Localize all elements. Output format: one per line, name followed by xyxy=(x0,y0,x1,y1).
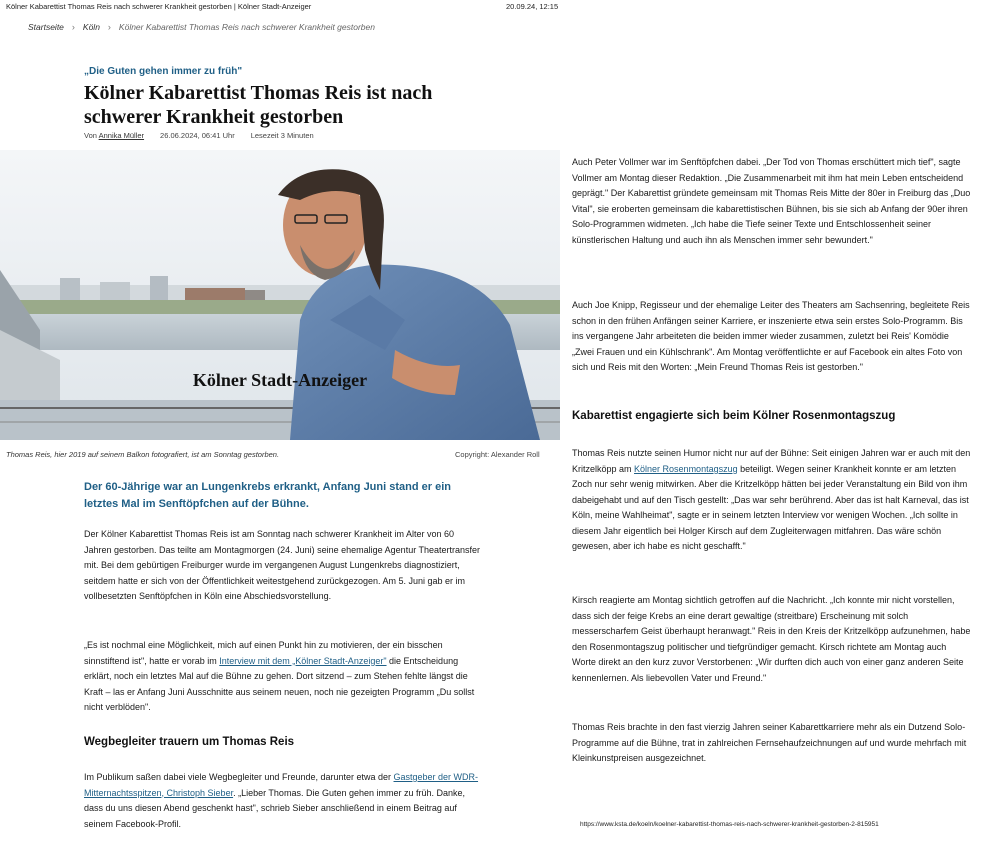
article-kicker: „Die Guten gehen immer zu früh" xyxy=(84,66,243,77)
rosenmontagszug-link[interactable]: Kölner Rosenmontagszug xyxy=(634,463,738,474)
interview-link[interactable]: Interview mit dem „Kölner Stadt-Anzeiger" xyxy=(219,655,387,666)
paragraph-1: Der Kölner Kabarettist Thomas Reis ist am Sonntag nach schwerer Krankheit im Alter von 60 Jahren gestorben. Das teilte am Montagmorgen (24. Juni) seine ehemalige Agentur Theatertransfer mit. Bei dem gebürtigen Freiburger wurde im vergangenen August Lungenkrebs diagnostiziert, seitdem hatte er sich von der Öffentlichkeit weitestgehend zurückgezogen. Am 5. Juni gab er im vollbesetzten Senftöpfchen in Köln eine Abschiedsvorstellung. xyxy=(84,529,481,601)
print-date: 20.09.24, 12:15 xyxy=(506,2,559,11)
paragraph-2-text-a: „Es ist nochmal eine Möglichkeit, mich auf einen Punkt hin zu motivieren, der ein bisschen sinnstiftend ist", hatte er vorab im xyxy=(84,640,443,666)
paragraph-6-text-b: beteiligt. Wegen seiner Krankheit konnte er am letzten Zoch nur sehr wenig mitwirken. Aber die Kritzelköpp hätten bei jeder Veranstaltung ein Bild von ihm dabeigehabt und auf den Tisch gestellt: „Das war sehr berührend. Aber das ist halt Karneval, das ist Köln, meine Wahlheimat", sagte er in seinem letzten Interview vor wenigen Wochen. „Ich sollte in diesem Jahr eigentlich bei Holger Kirsch auf dem Zugleiterwagen mitfahren. Das wäre schön gewesen, aber ich habe es nicht geschafft." xyxy=(572,463,969,551)
sieber-link[interactable]: Gastgeber der WDR-Mitternachtsspitzen, Christoph Sieber xyxy=(84,772,479,798)
publish-date: 26.06.2024, 06:41 Uhr xyxy=(160,131,235,140)
article-byline xyxy=(84,131,314,140)
paragraph-4: Auch Peter Vollmer war im Senftöpfchen dabei. „Der Tod von Thomas erschüttert mich tief", sagte Vollmer am Montag dieser Redaktion. „Die Zusammenarbeit mit ihm hat mein Leben entscheidend geprägt." Der Kabarettist gründete gemeinsam mit Thomas Reis Mitte der 80er in Freiburg das „Duo Vital", sie eroberten gemeinsam die kabarettistischen Bühnen, bis sie sich ab Anfang der 90er ihren Solo-Programmen widmeten. „Ich habe die Tiefe seiner Texte und Entschlossenheit seiner künstlerischen Haltung und auch ihn als Menschen immer sehr bewundert." xyxy=(572,157,971,245)
paragraph-3-text-a: Im Publikum saßen dabei viele Wegbegleiter und Freunde, darunter etwa der xyxy=(84,772,394,782)
subhead-rosenmontagszug: Kabarettist engagierte sich beim Kölner Rosenmontagszug xyxy=(572,410,896,422)
paragraph-6-text-a: Thomas Reis nutzte seinen Humor nicht nur auf der Bühne: Seit einigen Jahren war er auch mit den Kritzelköpp am xyxy=(572,448,971,474)
author-link[interactable]: Annika Müller xyxy=(98,131,145,140)
hero-image xyxy=(0,150,560,440)
paragraph-6 xyxy=(572,446,972,555)
breadcrumb-current: Kölner Kabarettist Thomas Reis nach schwerer Krankheit gestorben xyxy=(118,22,375,32)
print-header xyxy=(0,0,996,14)
subhead-wegbegleiter: Wegbegleiter trauern um Thomas Reis xyxy=(84,736,295,748)
paragraph-3-text-b: . „Lieber Thomas. Die Guten gehen immer zu früh. Danke, dass du uns diesen Abend geschenkt hast", schrieb Sieber anschließend in einem Beitrag auf seinem Facebook-Profil. xyxy=(84,787,466,829)
byline-prefix: Von xyxy=(84,131,97,140)
breadcrumb-koeln-link[interactable]: Köln xyxy=(82,22,100,32)
paragraph-2 xyxy=(84,638,484,716)
article-lead: Der 60-Jährige war an Lungenkrebs erkrankt, Anfang Juni stand er ein letztes Mal im Senftöpfchen auf der Bühne. xyxy=(84,481,451,510)
image-credit: Copyright: Alexander Roll xyxy=(455,450,540,459)
read-time: Lesezeit 3 Minuten xyxy=(250,131,314,140)
paragraph-3 xyxy=(84,770,484,832)
paragraph-5: Auch Joe Knipp, Regisseur und der ehemalige Leiter des Theaters am Sachsenring, begleitete Reis schon in den frühen Anfängen seiner Karriere, er inszenierte etwa sein erstes Solo-Programm. Bis ins vergangene Jahr arbeiteten die beiden immer wieder zusammen, zuletzt bei Reis' Komödie „Zwei Frauen und ein Kühlschrank". Am Montag veröffentlichte er auf Facebook ein altes Foto von sich und Reis mit den Worten: „Mein Freund Thomas Reis ist gestorben." xyxy=(572,300,970,372)
print-footer-url: https://www.ksta.de/koeln/koelner-kabarettist-thomas-reis-nach-schwerer-krankheit-gestorben-2-815951 xyxy=(580,821,879,828)
chevron-right-icon: › xyxy=(107,22,111,32)
print-page-title: Kölner Kabarettist Thomas Reis nach schwerer Krankheit gestorben | Kölner Stadt-Anzeiger xyxy=(6,2,312,11)
chevron-right-icon: › xyxy=(71,22,75,32)
paragraph-2-text-b: die Entscheidung erklärt, noch ein letztes Mal auf die Bühne zu gehen. Dort sitzend – zum Stehen fehlte längst die Kraft – las er Anfang Juni Ausschnitte aus seinem neuen, noch nie gezeigten Programm „Du sollst nicht verblöden". xyxy=(84,655,475,712)
breadcrumb xyxy=(28,22,375,32)
image-caption: Thomas Reis, hier 2019 auf seinem Balkon fotografiert, ist am Sonntag gestorben. xyxy=(6,450,280,459)
ksta-logo: Kölner Stadt-Anzeiger xyxy=(192,370,368,390)
article-headline: Kölner Kabarettist Thomas Reis ist nach schwerer Krankheit gestorben xyxy=(84,82,433,128)
paragraph-7: Kirsch reagierte am Montag sichtlich getroffen auf die Nachricht. „Ich konnte mir nicht vorstellen, dass sich der feige Krebs an eine derart gewaltige (streitbare) Erscheinung mit solch messerscharfem Geist überhaupt heranwagt." Reis in den Kreis der Kritzelköpp aufzunehmen, habe den Rosenmontagszug politischer und tiefgründiger gemacht. Kirsch richtete am Montag auch Worte direkt an den kurz zuvor Verstorbenen: „Wir durften dich auch von einer ganz anderen Seite kennenlernen. Als liebevollen Vater und Freund." xyxy=(572,595,971,683)
paragraph-8: Thomas Reis brachte in den fast vierzig Jahren seiner Kabarettkarriere mehr als ein Dutzend Solo-Programme auf die Bühne, trat in zahlreichen Fernsehaufzeichnungen auf und wurde mehrfach mit Kleinkunstpreisen ausgezeichnet. xyxy=(572,722,967,763)
breadcrumb-home-link[interactable]: Startseite xyxy=(28,22,64,32)
